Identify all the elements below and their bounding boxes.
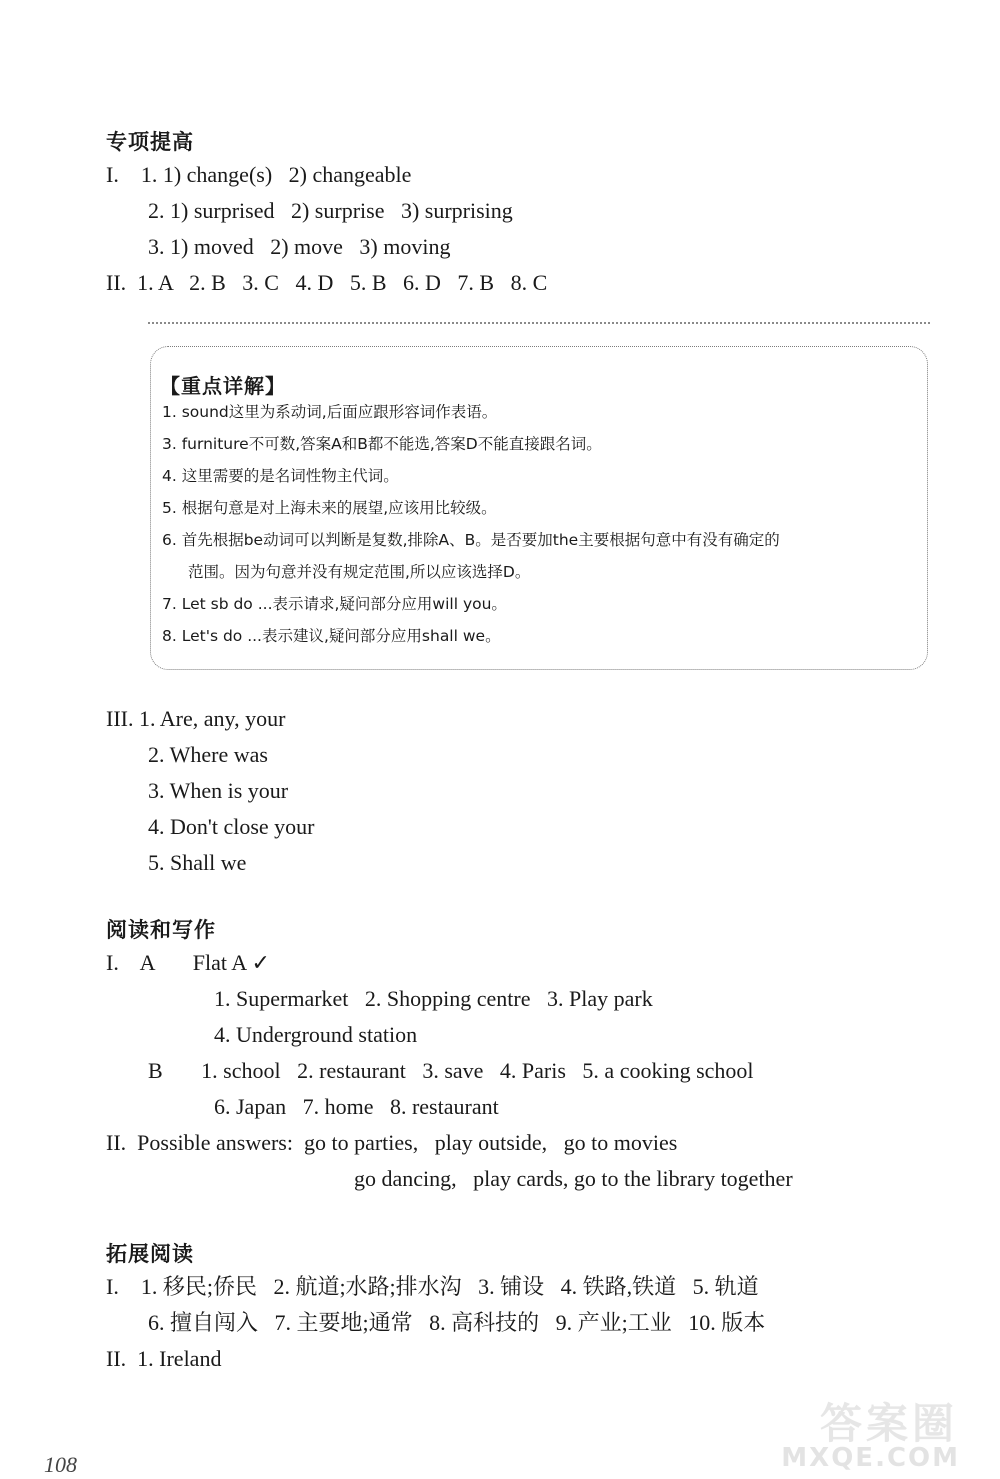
answer-line: 4. Underground station	[214, 1022, 418, 1047]
answer-line: III. 1. Are, any, your	[106, 706, 286, 731]
key-explanations-title: 【重点详解】	[160, 374, 286, 398]
section-heading-reading-writing: 阅读和写作	[106, 918, 216, 942]
watermark-url: MXQE.COM	[781, 1443, 960, 1473]
answer-line: 5. Shall we	[148, 850, 247, 875]
answer-line: II. Possible answers: go to parties, play outside, go to movies	[106, 1130, 678, 1155]
answer-line: 2. 1) surprised 2) surprise 3) surprising	[148, 198, 513, 223]
watermark-text: 答案圈	[819, 1399, 958, 1448]
answer-line: B 1. school 2. restaurant 3. save 4. Paris 5. a cooking school	[148, 1058, 754, 1083]
watermark-logo	[781, 1391, 982, 1473]
explanation-item: 7. Let sb do ...表示请求,疑问部分应用will you。	[162, 595, 507, 613]
answer-line: I. 1. 1) change(s) 2) changeable	[106, 162, 412, 187]
answer-line: II. 1. Ireland	[106, 1346, 222, 1371]
explanation-item: 3. furniture不可数,答案A和B都不能选,答案D不能直接跟名词。	[162, 435, 602, 453]
answer-line: II. 1. A 2. B 3. C 4. D 5. B 6. D 7. B 8. C	[106, 270, 548, 295]
explanation-item: 8. Let's do ...表示建议,疑问部分应用shall we。	[162, 627, 501, 645]
answer-line: I. A Flat A ✓	[106, 950, 270, 975]
explanation-item: 6. 首先根据be动词可以判断是复数,排除A、B。是否要加the主要根据句意中有没有确定的	[162, 531, 780, 549]
explanation-item: 4. 这里需要的是名词性物主代词。	[162, 467, 399, 485]
dotted-divider	[148, 322, 930, 324]
answer-line: 4. Don't close your	[148, 814, 315, 839]
answer-line: 1. Supermarket 2. Shopping centre 3. Play park	[214, 986, 653, 1011]
answer-line: go dancing, play cards, go to the library together	[354, 1166, 793, 1191]
section-heading-extended-reading: 拓展阅读	[106, 1242, 194, 1266]
explanation-item-continued: 范围。因为句意并没有规定范围,所以应该选择D。	[188, 563, 531, 581]
answer-line: 3. When is your	[148, 778, 289, 803]
answer-line: 2. Where was	[148, 742, 268, 767]
answer-line: 6. 擅自闯入 7. 主要地;通常 8. 高科技的 9. 产业;工业 10. 版本	[148, 1310, 766, 1335]
answer-line: 6. Japan 7. home 8. restaurant	[214, 1094, 499, 1119]
page-number: 108	[44, 1452, 77, 1477]
explanation-item: 5. 根据句意是对上海未来的展望,应该用比较级。	[162, 499, 497, 517]
section-heading-special-improvement: 专项提高	[106, 130, 194, 154]
explanation-item: 1. sound这里为系动词,后面应跟形容词作表语。	[162, 403, 498, 421]
answer-line: 3. 1) moved 2) move 3) moving	[148, 234, 451, 259]
answer-line: I. 1. 移民;侨民 2. 航道;水路;排水沟 3. 铺设 4. 铁路,铁道 5. 轨道	[106, 1274, 759, 1299]
